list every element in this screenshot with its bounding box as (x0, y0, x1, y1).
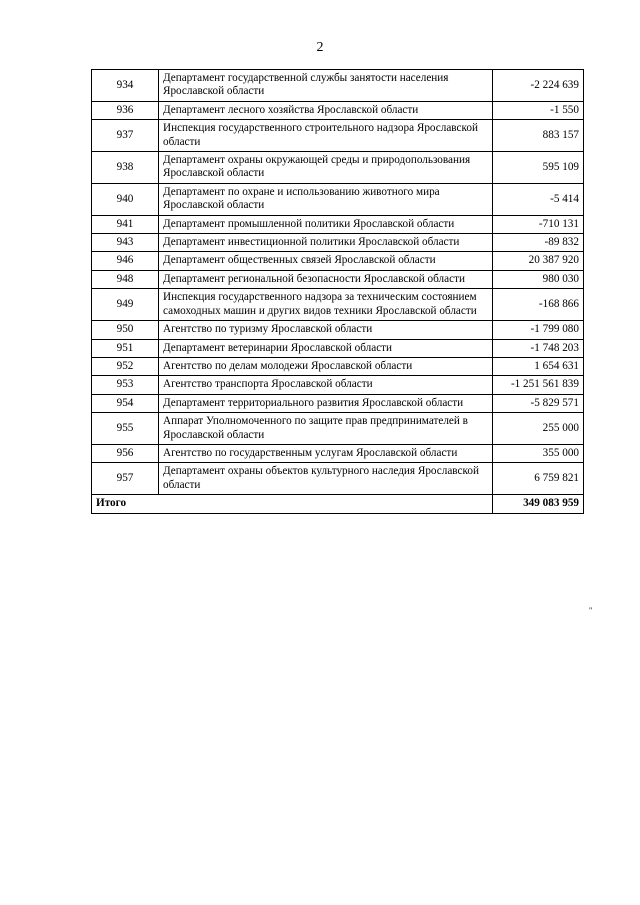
code-cell: 949 (92, 289, 159, 321)
code-cell: 956 (92, 444, 159, 462)
amount-cell: 883 157 (493, 120, 584, 152)
code-cell: 938 (92, 152, 159, 184)
name-cell: Департамент охраны объектов культурного наследия Ярославской области (159, 463, 493, 495)
code-cell: 953 (92, 376, 159, 394)
amount-cell: -1 251 561 839 (493, 376, 584, 394)
code-cell: 951 (92, 339, 159, 357)
table-row (92, 357, 584, 375)
amount-cell: 1 654 631 (493, 357, 584, 375)
code-cell: 954 (92, 394, 159, 412)
amount-cell: -5 414 (493, 183, 584, 215)
name-cell: Агентство по туризму Ярославской области (159, 321, 493, 339)
amount-cell: -5 829 571 (493, 394, 584, 412)
budget-table (91, 69, 584, 514)
code-cell: 948 (92, 270, 159, 288)
name-cell: Агентство транспорта Ярославской области (159, 376, 493, 394)
code-cell: 941 (92, 215, 159, 233)
amount-cell: -89 832 (493, 234, 584, 252)
table-row (92, 215, 584, 233)
table-row (92, 252, 584, 270)
amount-cell: -2 224 639 (493, 70, 584, 102)
table-row (92, 120, 584, 152)
code-cell: 940 (92, 183, 159, 215)
table-row (92, 70, 584, 102)
closing-quote: " (589, 606, 593, 615)
name-cell: Департамент общественных связей Ярославской области (159, 252, 493, 270)
table-row (92, 321, 584, 339)
table-row (92, 376, 584, 394)
name-cell: Департамент инвестиционной политики Ярославской области (159, 234, 493, 252)
table-row (92, 152, 584, 184)
table-row (92, 413, 584, 445)
amount-cell: -1 550 (493, 101, 584, 119)
total-label: Итого (92, 495, 493, 513)
table-row (92, 339, 584, 357)
name-cell: Департамент государственной службы занятости населения Ярославской области (159, 70, 493, 102)
amount-cell: -1 748 203 (493, 339, 584, 357)
amount-cell: 255 000 (493, 413, 584, 445)
table-row (92, 289, 584, 321)
amount-cell: 355 000 (493, 444, 584, 462)
table-row (92, 183, 584, 215)
table-row (92, 234, 584, 252)
amount-cell: 6 759 821 (493, 463, 584, 495)
code-cell: 950 (92, 321, 159, 339)
code-cell: 934 (92, 70, 159, 102)
name-cell: Департамент промышленной политики Ярославской области (159, 215, 493, 233)
name-cell: Департамент охраны окружающей среды и природопользования Ярославской области (159, 152, 493, 184)
name-cell: Департамент по охране и использованию животного мира Ярославской области (159, 183, 493, 215)
table-row (92, 270, 584, 288)
amount-cell: -168 866 (493, 289, 584, 321)
name-cell: Агентство по делам молодежи Ярославской области (159, 357, 493, 375)
code-cell: 943 (92, 234, 159, 252)
table-row (92, 463, 584, 495)
table-row (92, 394, 584, 412)
amount-cell: 980 030 (493, 270, 584, 288)
name-cell: Аппарат Уполномоченного по защите прав предпринимателей в Ярославской области (159, 413, 493, 445)
table-row (92, 444, 584, 462)
name-cell: Департамент ветеринарии Ярославской области (159, 339, 493, 357)
code-cell: 957 (92, 463, 159, 495)
name-cell: Инспекция государственного строительного надзора Ярославской области (159, 120, 493, 152)
table-row (92, 101, 584, 119)
budget-table-body (92, 70, 584, 514)
name-cell: Департамент территориального развития Ярославской области (159, 394, 493, 412)
name-cell: Департамент региональной безопасности Ярославской области (159, 270, 493, 288)
code-cell: 937 (92, 120, 159, 152)
amount-cell: 20 387 920 (493, 252, 584, 270)
name-cell: Департамент лесного хозяйства Ярославской области (159, 101, 493, 119)
amount-cell: -1 799 080 (493, 321, 584, 339)
amount-cell: -710 131 (493, 215, 584, 233)
code-cell: 936 (92, 101, 159, 119)
total-row (92, 495, 584, 513)
code-cell: 952 (92, 357, 159, 375)
name-cell: Инспекция государственного надзора за техническим состоянием самоходных машин и других видов техники Ярославской области (159, 289, 493, 321)
name-cell: Агентство по государственным услугам Ярославской области (159, 444, 493, 462)
page-number: 2 (316, 40, 324, 55)
amount-cell: 595 109 (493, 152, 584, 184)
code-cell: 946 (92, 252, 159, 270)
total-amount: 349 083 959 (493, 495, 584, 513)
code-cell: 955 (92, 413, 159, 445)
